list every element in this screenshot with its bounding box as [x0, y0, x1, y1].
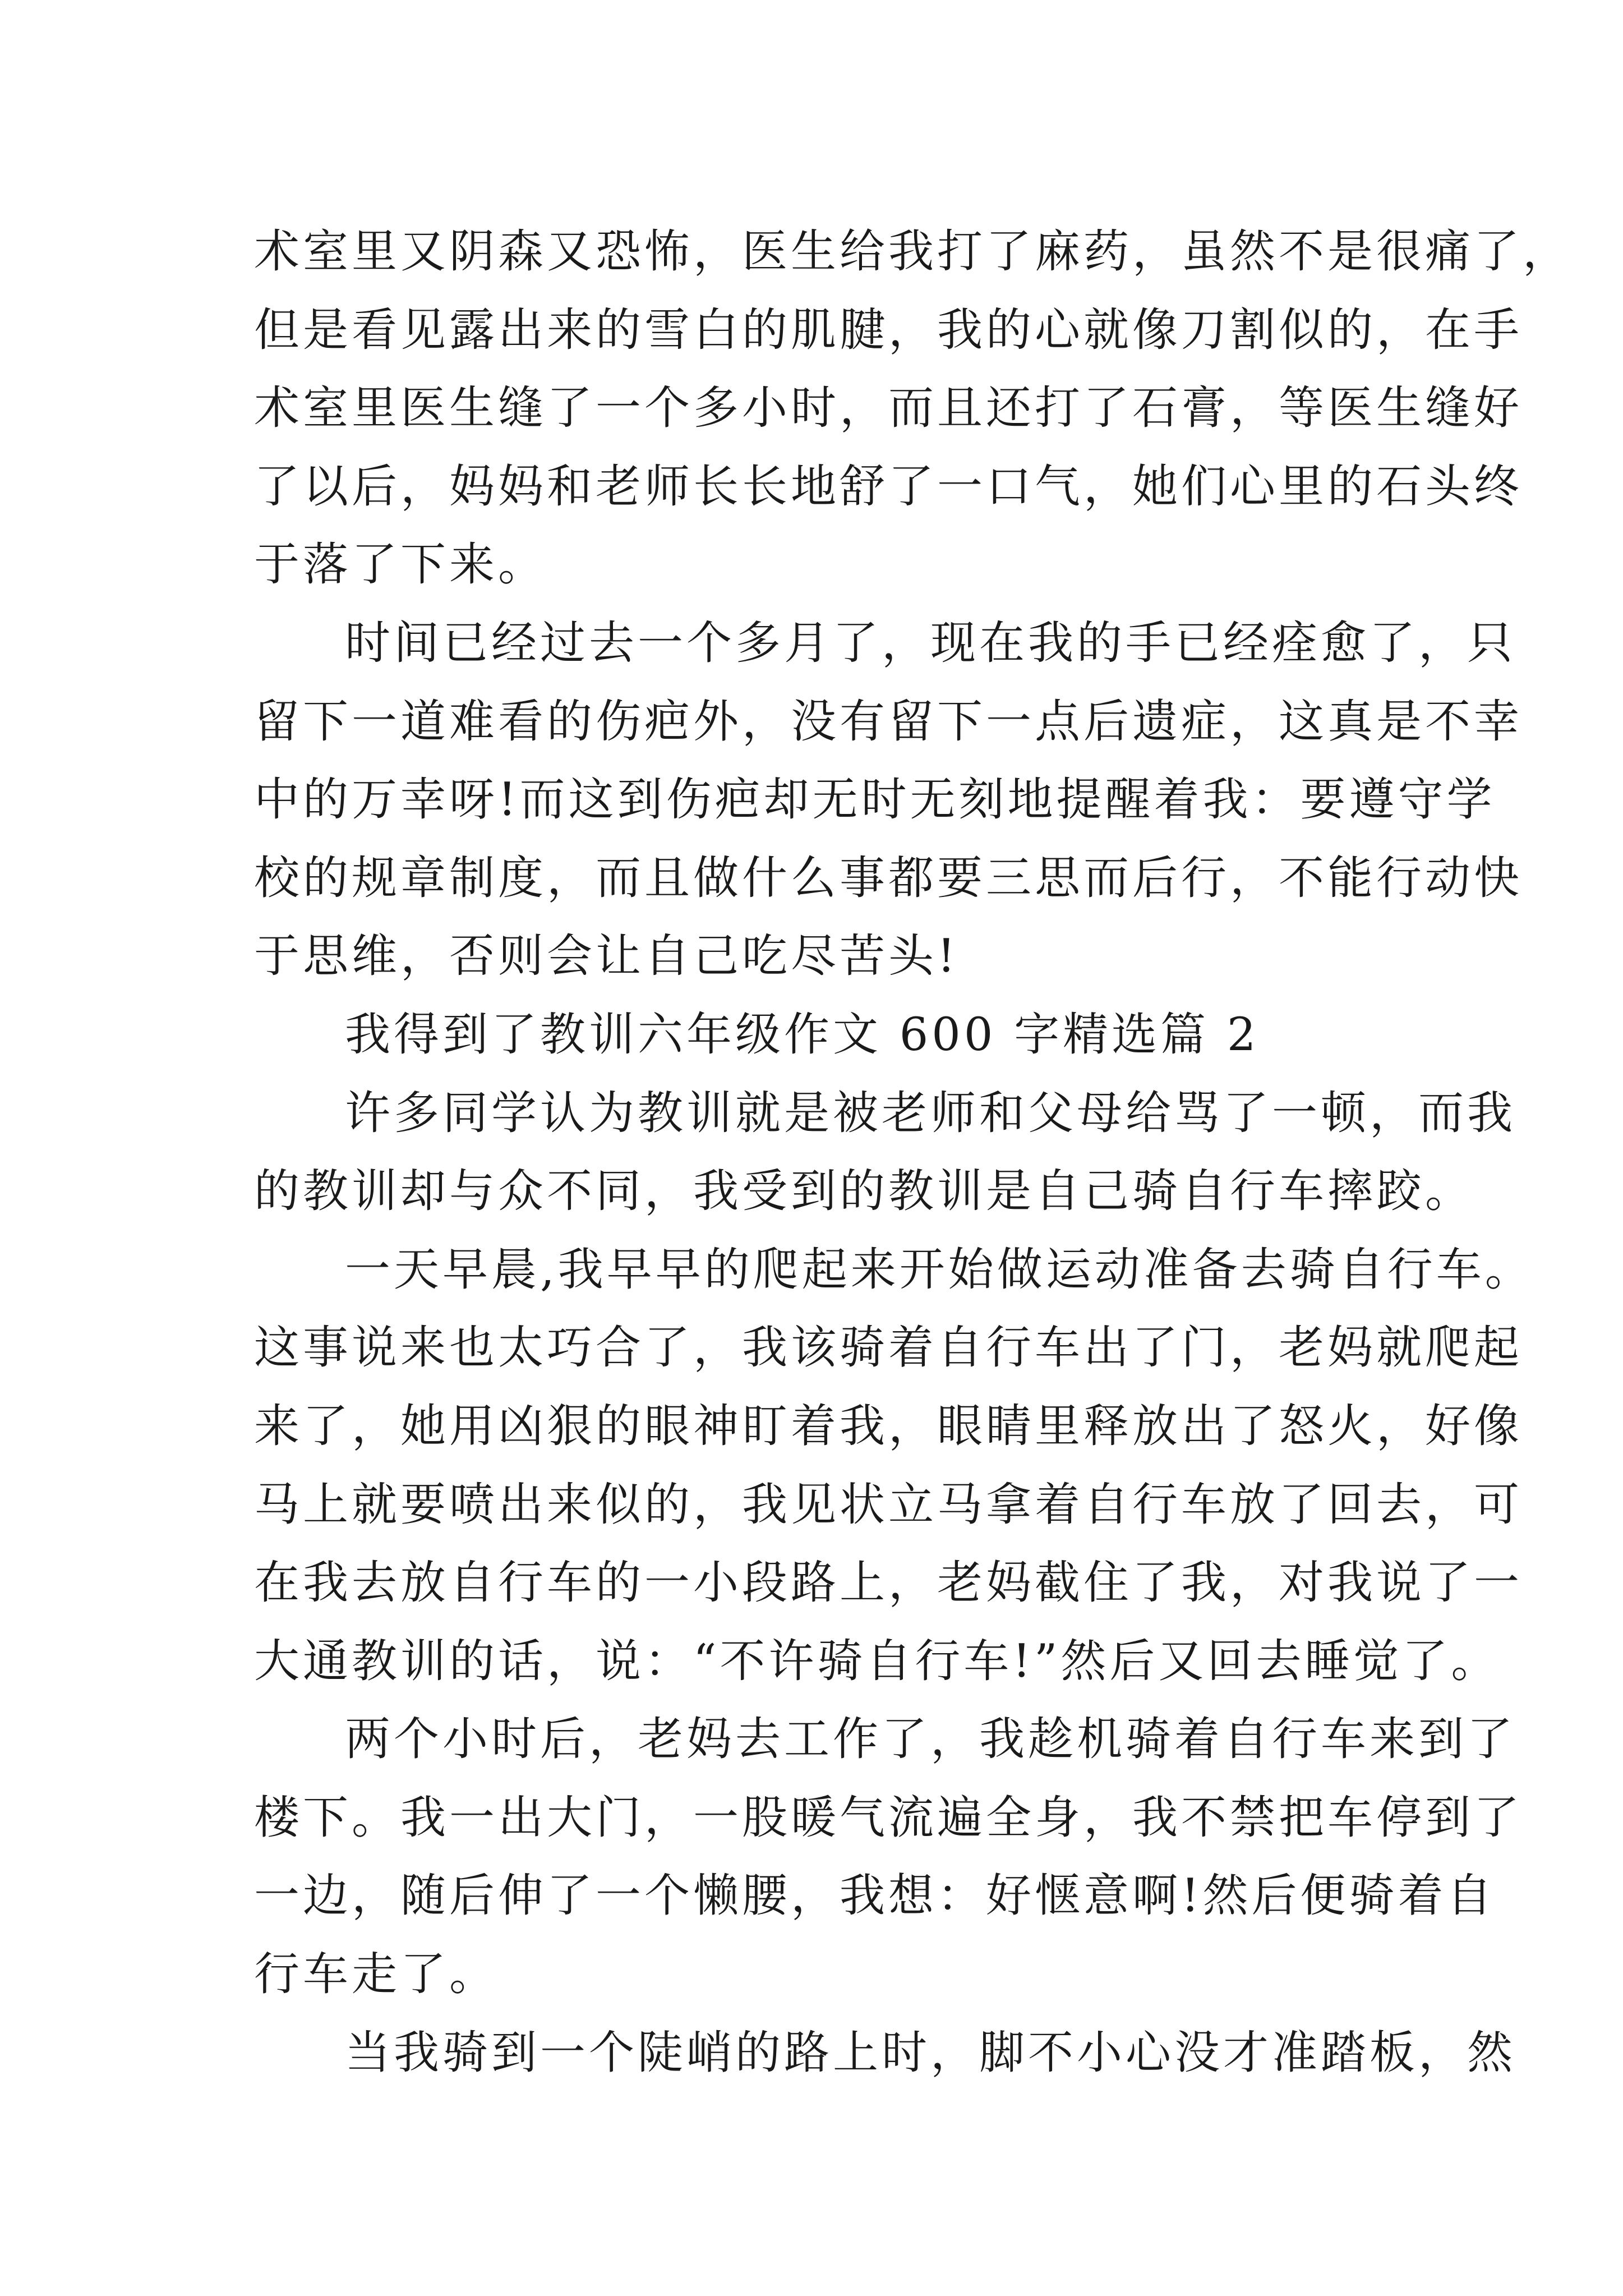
text-line: 一边，随后伸了一个懒腰，我想：好惬意啊!然后便骑着自 — [254, 1870, 1496, 1923]
text-line: 来了，她用凶狠的眼神盯着我，眼睛里释放出了怒火，好像 — [254, 1400, 1523, 1453]
text-line: 但是看见露出来的雪白的肌腱，我的心就像刀割似的，在手 — [254, 303, 1523, 357]
paragraph-first-line: 当我骑到一个陡峭的路上时，脚不小心没才准踏板，然 — [345, 2026, 1516, 2079]
text-line: 马上就要喷出来似的，我见状立马拿着自行车放了回去，可 — [254, 1478, 1523, 1531]
text-line: 中的万幸呀!而这到伤疤却无时无刻地提醒着我：要遵守学 — [254, 774, 1496, 827]
section-heading: 我得到了教训六年级作文 600 字精选篇 2 — [345, 1008, 1260, 1061]
document-body — [254, 213, 1572, 2092]
text-line: 这事说来也太巧合了，我该骑着自行车出了门，老妈就爬起 — [254, 1322, 1523, 1375]
text-line: 的教训却与众不同，我受到的教训是自己骑自行车摔跤。 — [254, 1165, 1474, 1218]
paragraph-first-line: 一天早晨,我早早的爬起来开始做运动准备去骑自行车。 — [345, 1243, 1534, 1296]
paragraph-first-line: 时间已经过去一个多月了，现在我的手已经痊愈了，只 — [345, 616, 1516, 670]
text-line: 行车走了。 — [254, 1948, 499, 2001]
text-line: 术室里又阴森又恐怖，医生给我打了麻药，虽然不是很痛了， — [254, 226, 1572, 278]
text-line: 在我去放自行车的一小段路上，老妈截住了我，对我说了一 — [254, 1557, 1523, 1610]
text-line: 于落了下来。 — [254, 539, 547, 592]
paragraph-first-line: 两个小时后，老妈去工作了，我趁机骑着自行车来到了 — [345, 1713, 1516, 1766]
text-line: 了以后，妈妈和老师长长地舒了一口气，她们心里的石头终 — [254, 460, 1523, 513]
text-line: 留下一道难看的伤疤外，没有留下一点后遗症，这真是不幸 — [254, 695, 1523, 748]
text-line: 校的规章制度，而且做什么事都要三思而后行，不能行动快 — [254, 852, 1523, 905]
text-line: 术室里医生缝了一个多小时，而且还打了石膏，等医生缝好 — [254, 382, 1523, 435]
text-line: 于思维，否则会让自己吃尽苦头! — [254, 930, 959, 983]
text-line: 大通教训的话，说：“不许骑自行车!”然后又回去睡觉了。 — [254, 1635, 1500, 1688]
paragraph-first-line: 许多同学认为教训就是被老师和父母给骂了一顿，而我 — [345, 1087, 1516, 1140]
text-line: 楼下。我一出大门，一股暖气流遍全身，我不禁把车停到了 — [254, 1791, 1523, 1844]
